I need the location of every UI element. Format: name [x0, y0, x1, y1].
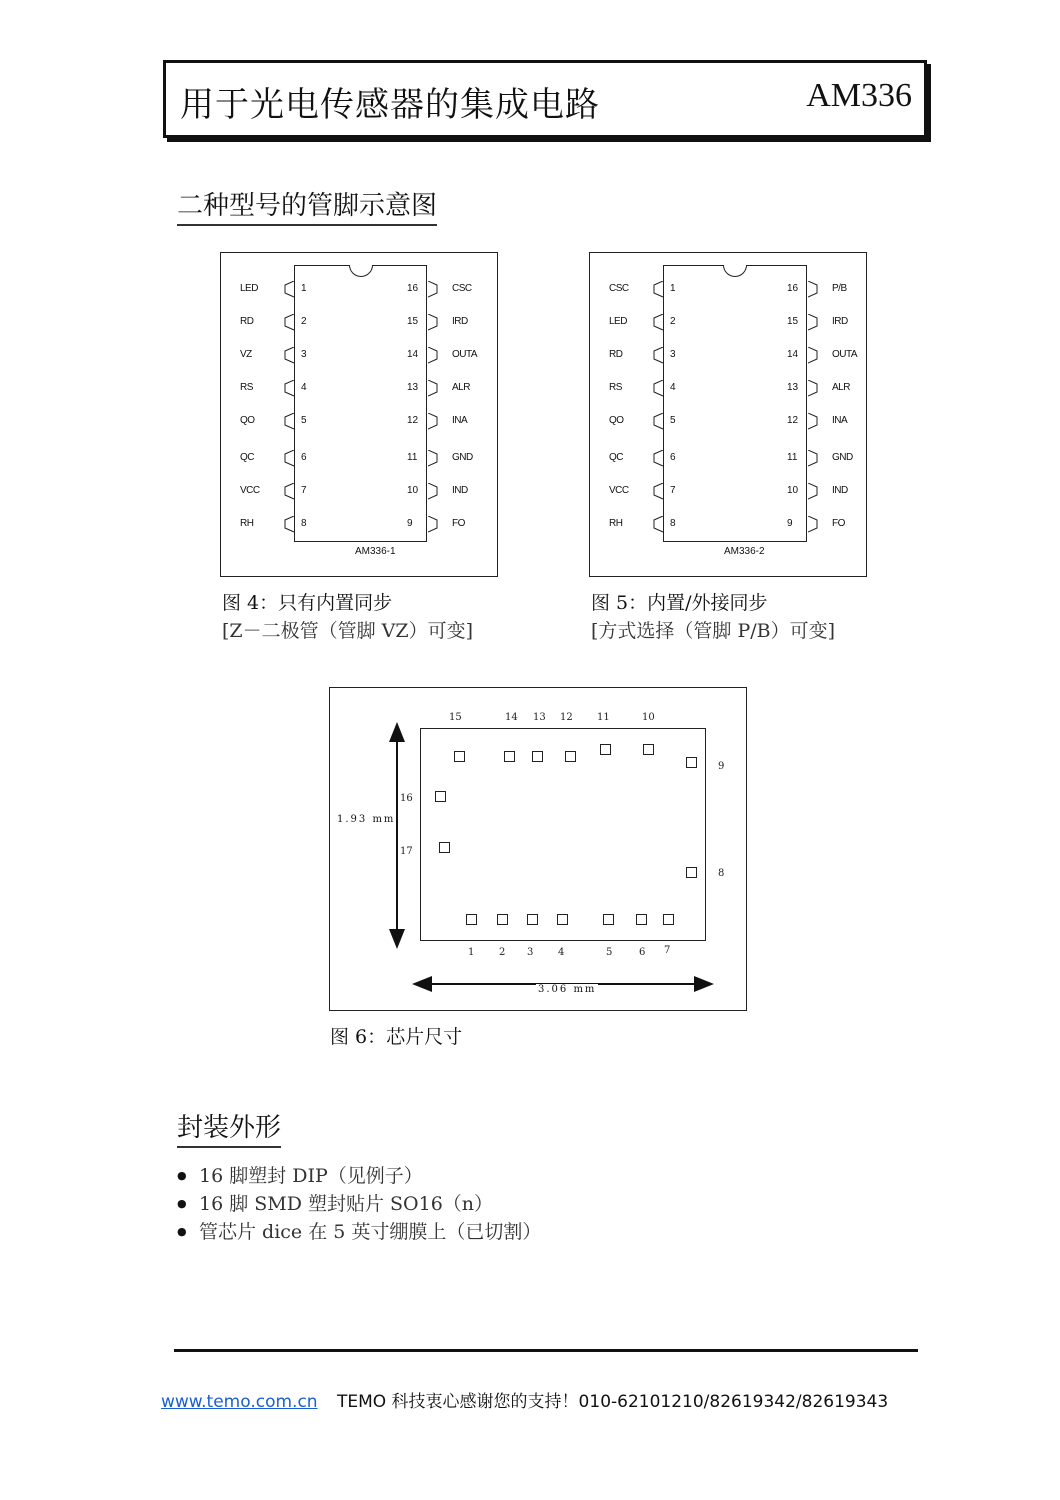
pin-name: RH [240, 518, 254, 529]
pin-name: OUTA [832, 349, 858, 360]
list-item: ● 管芯片 dice 在 5 英寸绷膜上（已切割） [177, 1218, 541, 1246]
section-heading-package: 封装外形 [177, 1107, 281, 1148]
pin-number: 6 [301, 452, 307, 463]
pin-name: OUTA [452, 349, 478, 360]
pin-number: 3 [301, 349, 307, 360]
pin-number: 7 [670, 485, 676, 496]
pad-number: 11 [597, 712, 610, 723]
pin-name: LED [240, 283, 258, 294]
pin-number: 5 [670, 415, 676, 426]
pin-number: 2 [670, 316, 676, 327]
pin-name: FO [832, 518, 845, 529]
pad-number: 13 [533, 712, 546, 723]
pin-name: QO [609, 415, 624, 426]
pin-name: QC [609, 452, 623, 463]
pin-name: GND [452, 452, 473, 463]
pin-number: 7 [301, 485, 307, 496]
bond-pad [663, 914, 674, 925]
pin-row [221, 483, 497, 499]
caption-subtitle: [Z－二极管（管脚 VZ）可变] [222, 620, 473, 642]
pin-name: VZ [240, 349, 252, 360]
bond-pad [686, 757, 697, 768]
bond-pad [532, 751, 543, 762]
pin-row [221, 347, 497, 363]
figure-6-caption: 图 6：芯片尺寸 [330, 1026, 463, 1048]
pin-number: 8 [670, 518, 676, 529]
pin-number: 11 [787, 452, 798, 463]
document-title: 用于光电传感器的集成电路 [180, 85, 600, 125]
pin-row [590, 450, 866, 466]
pin-number: 14 [787, 349, 799, 360]
pad-number: 2 [499, 947, 506, 958]
pin-name: IND [832, 485, 848, 496]
pin-list [590, 253, 866, 576]
pin-row [590, 483, 866, 499]
pin-name: VCC [609, 485, 629, 496]
pin-name: QC [240, 452, 254, 463]
pin-row [221, 314, 497, 330]
pin-name: IRD [452, 316, 468, 327]
pin-name: RH [609, 518, 623, 529]
pin-name: INA [832, 415, 848, 426]
bond-pad [643, 744, 654, 755]
pin-row [221, 380, 497, 396]
pin-number: 14 [407, 349, 419, 360]
website-link[interactable]: www.temo.com.cn [161, 1392, 318, 1412]
pin-number: 9 [787, 518, 793, 529]
pad-number: 17 [400, 846, 413, 857]
pin-name: RD [609, 349, 623, 360]
figure-5-caption [591, 589, 835, 645]
pin-name: CSC [452, 283, 472, 294]
pin-number: 13 [787, 382, 799, 393]
pad-number: 10 [642, 712, 655, 723]
pad-number: 8 [718, 868, 725, 879]
pad-list [330, 688, 746, 1010]
pin-name: P/B [832, 283, 847, 294]
bond-pad [686, 867, 697, 878]
list-item: ● 16 脚塑封 DIP（见例子） [177, 1162, 541, 1190]
die-size-diagram [329, 687, 747, 1011]
bond-pad [600, 744, 611, 755]
pin-number: 3 [670, 349, 676, 360]
pin-name: GND [832, 452, 853, 463]
bond-pad [557, 914, 568, 925]
pin-number: 16 [787, 283, 799, 294]
pad-number: 15 [449, 712, 462, 723]
height-dimension-label: 1.93 mm [337, 814, 396, 825]
caption-subtitle: [方式选择（管脚 P/B）可变] [591, 620, 836, 642]
chip-label: AM336-1 [355, 546, 396, 557]
bond-pad [454, 751, 465, 762]
pin-row [590, 314, 866, 330]
pin-name: QO [240, 415, 255, 426]
title-box [163, 60, 927, 138]
pin-name: FO [452, 518, 465, 529]
pin-name: LED [609, 316, 627, 327]
pad-number: 9 [718, 761, 725, 772]
bond-pad [527, 914, 538, 925]
pin-number: 10 [407, 485, 419, 496]
pinout-diagram-am336-2 [589, 252, 867, 577]
pin-number: 9 [407, 518, 413, 529]
caption-title: 图 4：只有内置同步 [222, 592, 393, 614]
pad-number: 14 [505, 712, 518, 723]
pad-number: 4 [558, 947, 565, 958]
pin-number: 13 [407, 382, 419, 393]
pin-list [221, 253, 497, 576]
pin-row [221, 413, 497, 429]
pin-name: RS [609, 382, 622, 393]
pin-row [590, 413, 866, 429]
footer-contact-text: TEMO 科技衷心感谢您的支持！010-62101210/82619342/82619343 [336, 1392, 889, 1412]
pad-number: 5 [606, 947, 613, 958]
pin-row [590, 347, 866, 363]
pad-number: 7 [664, 945, 671, 956]
pin-name: CSC [609, 283, 629, 294]
pin-number: 2 [301, 316, 307, 327]
pin-number: 10 [787, 485, 799, 496]
pad-number: 12 [560, 712, 573, 723]
bond-pad [636, 914, 647, 925]
package-list [177, 1162, 541, 1246]
pin-number: 15 [407, 316, 419, 327]
bond-pad [466, 914, 477, 925]
pin-name: INA [452, 415, 468, 426]
section-heading-pinout: 二种型号的管脚示意图 [177, 185, 437, 226]
pin-row [590, 281, 866, 297]
pin-number: 6 [670, 452, 676, 463]
caption-title: 图 5：内置/外接同步 [591, 592, 768, 614]
footer-divider [174, 1349, 918, 1352]
pin-number: 15 [787, 316, 799, 327]
footer [161, 1387, 888, 1412]
pad-number: 3 [527, 947, 534, 958]
width-dimension-label: 3.06 mm [538, 984, 597, 995]
pin-number: 5 [301, 415, 307, 426]
figure-4-caption [222, 589, 473, 645]
pin-number: 12 [407, 415, 419, 426]
pin-row [221, 281, 497, 297]
pin-row [221, 450, 497, 466]
pin-name: RS [240, 382, 253, 393]
pad-number: 1 [468, 947, 475, 958]
pin-number: 4 [301, 382, 307, 393]
bond-pad [497, 914, 508, 925]
pad-number: 6 [639, 947, 646, 958]
bond-pad [439, 842, 450, 853]
part-number: AM336 [806, 77, 912, 114]
chip-label: AM336-2 [724, 546, 765, 557]
pin-number: 1 [670, 283, 676, 294]
pin-name: VCC [240, 485, 260, 496]
pin-name: RD [240, 316, 254, 327]
pad-number: 16 [400, 793, 413, 804]
pin-number: 12 [787, 415, 799, 426]
bond-pad [603, 914, 614, 925]
bond-pad [504, 751, 515, 762]
bond-pad [435, 791, 446, 802]
pin-row [221, 516, 497, 532]
pin-row [590, 516, 866, 532]
pin-row [590, 380, 866, 396]
pin-number: 11 [407, 452, 418, 463]
pin-name: ALR [452, 382, 470, 393]
pin-number: 16 [407, 283, 419, 294]
bond-pad [565, 751, 576, 762]
pin-number: 1 [301, 283, 307, 294]
pin-name: IND [452, 485, 468, 496]
pin-name: IRD [832, 316, 848, 327]
pin-number: 4 [670, 382, 676, 393]
pin-name: ALR [832, 382, 850, 393]
pin-number: 8 [301, 518, 307, 529]
list-item: ● 16 脚 SMD 塑封贴片 SO16（n） [177, 1190, 541, 1218]
pinout-diagram-am336-1 [220, 252, 498, 577]
